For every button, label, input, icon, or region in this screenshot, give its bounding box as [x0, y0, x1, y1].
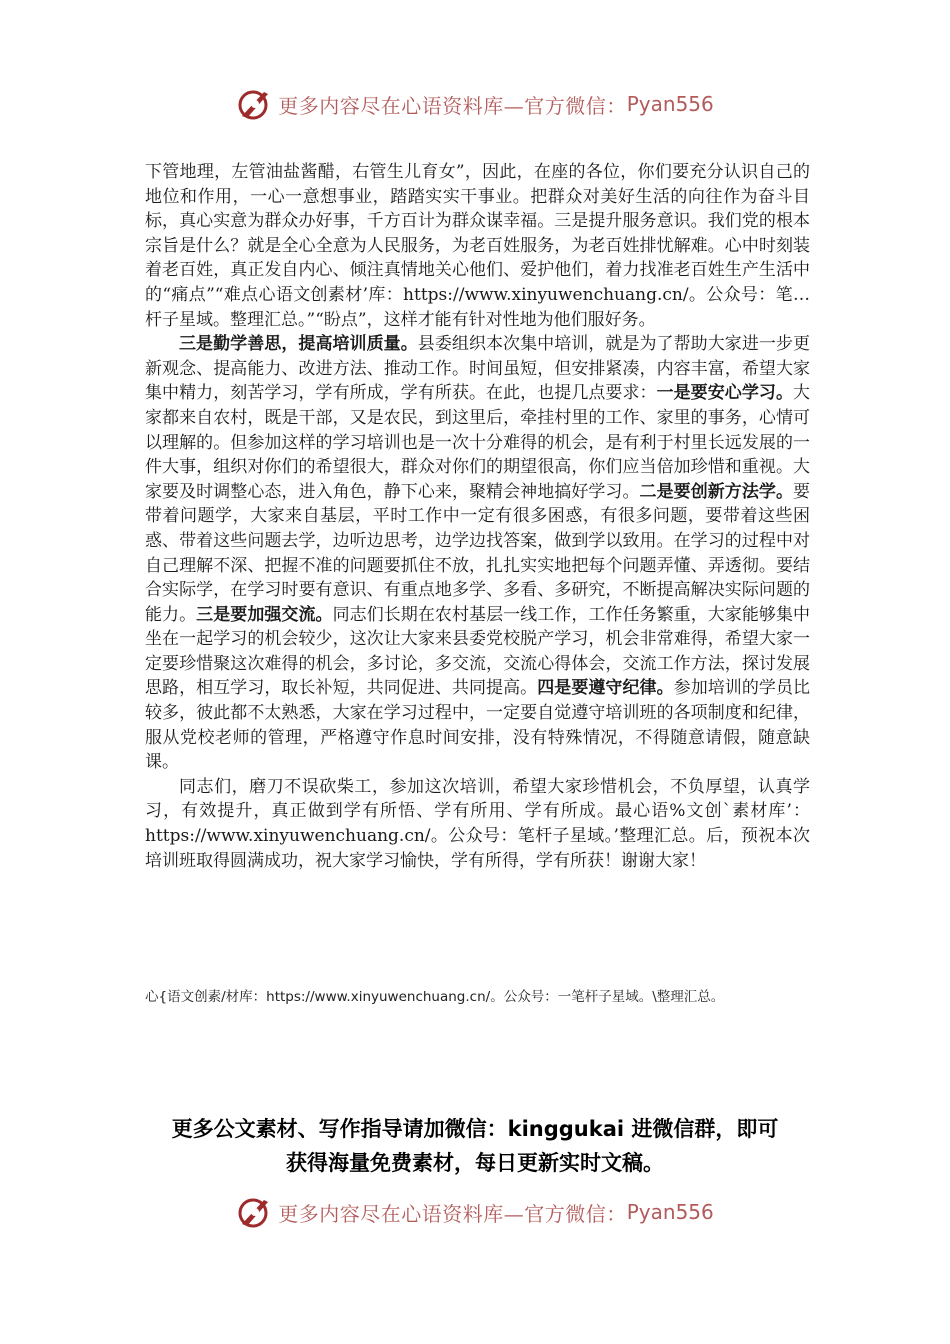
point-3-heading: 三是要加强交流。 [196, 604, 333, 625]
point-1-heading: 一是要安心学习。 [656, 383, 793, 404]
document-body [145, 160, 810, 873]
paragraph-2-text-a: 县委组织本次集中培训，就是为了帮助大家进一步更新观念、提高能力、改进方法、推动工作。时间虽短，但安排紧凑，内容丰富，希望大家集中精力，刻苦学习，学有所成，学有所获。在此，也提几点要求： [145, 334, 811, 404]
paragraph-2-text-e: 参加培训的学员比较多，彼此都不太熟悉，大家在学习过程中，一定要自觉遵守培训班的各项制度和纪律，服从党校老师的管理，严格遵守作息时间安排，没有特殊情况，不得随意请假，随意缺课。 [145, 678, 811, 773]
paragraph-1: 下管地理，左管油盐酱醋，右管生儿育女”，因此，在座的各位，你们要充分认识自己的地位和作用，一心一意想事业，踏踏实实干事业。把群众对美好生活的向往作为奋斗目标，真心实意为群众办好事，千方百计为群众谋幸福。三是提升服务意识。我们党的根本宗旨是什么？就是全心全意为人民服务，为老百姓服务，为老百姓排忧解难。心中时刻装着老百姓，真正发自内心、倾注真情地关心他们、爱护他们，着力找准老百姓生产生活中的“痛点”“难点心语文创素材’库：https://www.xinyuwenchuang.cn/。公众号：笔…杆子星域。整理汇总。”“盼点”，这样才能有针对性地为他们服好务。 [145, 162, 810, 330]
pen-logo-icon [236, 86, 272, 122]
promo-line-2: 获得海量免费素材，每日更新实时文稿。 [286, 1151, 664, 1175]
paragraph-2-text-c: 要带着问题学，大家来自基层，平时工作中一定有很多困惑，有很多问题，要带着这些困惑、带着这些问题去学，边听边思考，边学边找答案，做到学以致用。在学习的过程中对自己理解不深、把握不准的问题要抓住不放，扎扎实实地把每个问题弄懂、弄透彻。要结合实际学，在学习时要有意识、有重点地多学、多看、多研究，不断提高解决实际问题的能力。 [145, 481, 811, 625]
header-wechat-id: Pyan556 [626, 92, 714, 116]
pen-logo-icon [236, 1194, 272, 1230]
promo-notice [120, 1112, 830, 1180]
source-footnote: 心{语文创素/材库：https://www.xinyuwenchuang.cn/。公众号：一笔杆子星域。\整理汇总。 [145, 989, 725, 1005]
point-2-heading: 二是要创新方法学。 [639, 481, 794, 502]
header-banner [0, 82, 950, 126]
footer-banner [0, 1190, 950, 1234]
paragraph-2-text-b: 大家都来自农村，既是干部，又是农民，到这里后，牵挂村里的工作、家里的事务，心情可以理解的。但参加这样的学习培训也是一次十分难得的机会，是有利于村里长远发展的一件大事，组织对你们的希望很大，群众对你们的期望很高，你们应当倍加珍惜和重视。大家要及时调整心态，进入角色，静下心来，聚精会神地搞好学习。 [145, 383, 810, 502]
point-4-heading: 四是要遵守纪律。 [537, 678, 674, 699]
paragraph-3: 同志们，磨刀不误砍柴工，参加这次培训，希望大家珍惜机会，不负厚望，认真学习，有效提升，真正做到学有所悟、学有所用、学有所成。最心语%文创`素材库’：https://www.xinyuwenchuang.cn/。公众号：笔杆子星域。’整理汇总。后，预祝本次培训班取得圆满成功，祝大家学习愉快，学有所得，学有所获！谢谢大家！ [145, 776, 810, 871]
header-banner-text: 更多内容尽在心语资料库—官方微信： [278, 93, 627, 118]
heading-study: 三是勤学善思，提高培训质量。 [179, 334, 418, 355]
promo-line-1: 更多公文素材、写作指导请加微信：kinggukai 进微信群，即可 [171, 1117, 779, 1141]
footer-banner-text: 更多内容尽在心语资料库—官方微信： [278, 1201, 627, 1226]
paragraph-2 [145, 332, 810, 775]
paragraph-2-text-d: 同志们长期在农村基层一线工作，工作任务繁重，大家能够集中坐在一起学习的机会较少，这次让大家来县委党校脱产学习，机会非常难得，希望大家一定要珍惜聚这次难得的机会，多讨论，多交流，交流心得体会，交流工作方法，探讨发展思路，相互学习，取长补短，共同促进、共同提高。 [145, 604, 811, 699]
footer-wechat-id: Pyan556 [626, 1200, 714, 1224]
